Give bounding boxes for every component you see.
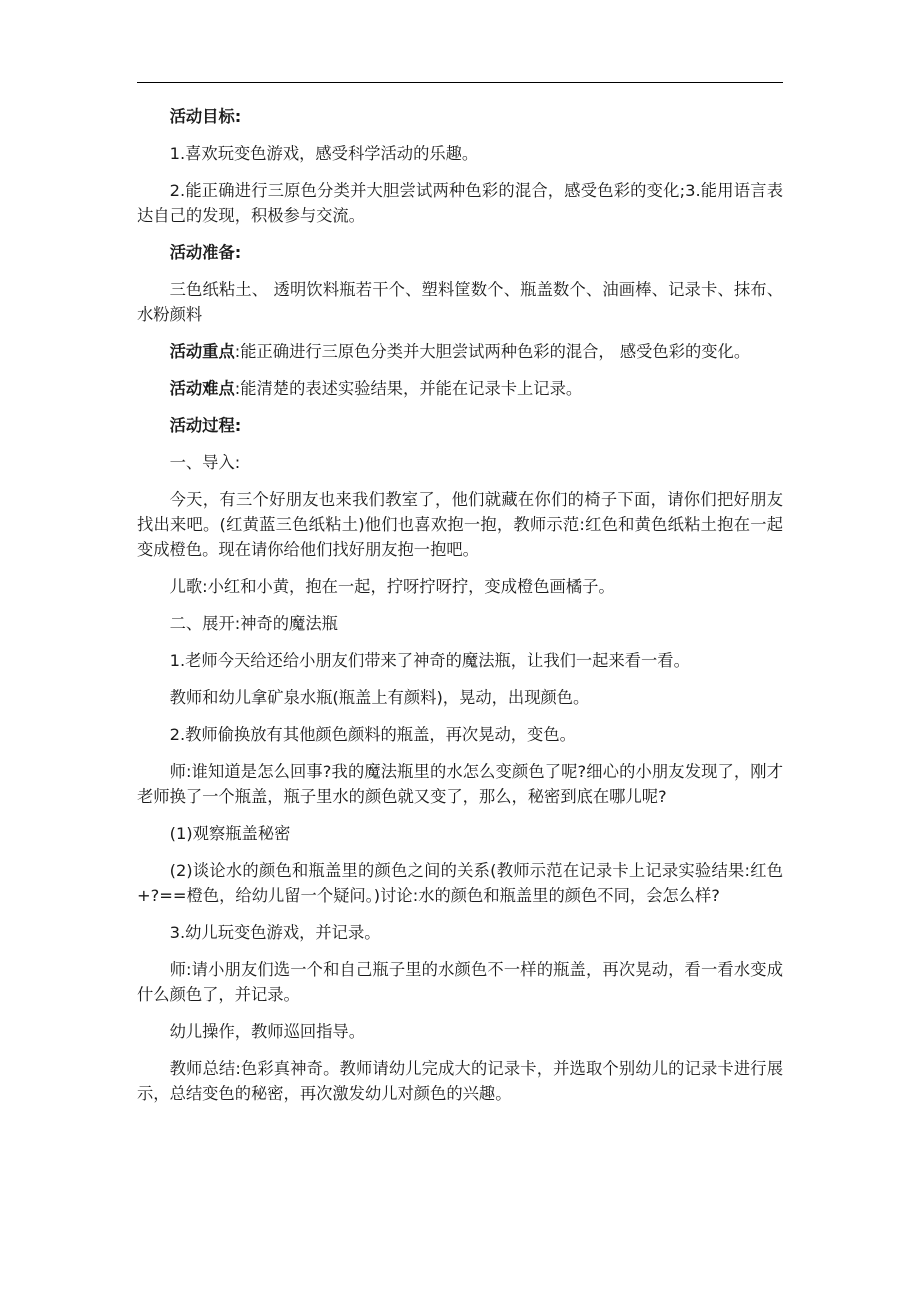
discuss-step: (2)谈论水的颜色和瓶盖里的颜色之间的关系(教师示范在记录卡上记录实验结果:红色+?==橙色，给幼儿留一个疑问。)讨论:水的颜色和瓶盖里的颜色不同，会怎么样? xyxy=(137,861,783,905)
step-1: 1.老师今天给还给小朋友们带来了神奇的魔法瓶，让我们一起来看一看。 xyxy=(169,651,690,670)
step-3: 3.幼儿玩变色游戏，并记录。 xyxy=(169,923,381,942)
step-2: 2.教师偷换放有其他颜色颜料的瓶盖，再次晃动，变色。 xyxy=(169,725,576,744)
intro-text: 今天，有三个好朋友也来我们教室了，他们就藏在你们的椅子下面，请你们把好朋友找出来吧。(红黄蓝三色纸粘土)他们也喜欢抱一抱，教师示范:红色和黄色纸粘土抱在一起变成橙色。现在请你给他们找好朋友抱一抱吧。 xyxy=(137,490,783,559)
observe-step: (1)观察瓶盖秘密 xyxy=(169,824,291,843)
section-2-title: 二、展开:神奇的魔法瓶 xyxy=(169,614,338,633)
teacher-instruction: 师:请小朋友们选一个和自己瓶子里的水颜色不一样的瓶盖，再次晃动，看一看水变成什么颜色了，并记录。 xyxy=(137,960,783,1004)
teacher-summary: 教师总结:色彩真神奇。教师请幼儿完成大的记录卡，并选取个别幼儿的记录卡进行展示，总结变色的秘密，再次激发幼儿对颜色的兴趣。 xyxy=(137,1059,783,1103)
heading-prep: 活动准备: xyxy=(169,243,242,262)
teacher-question: 师:谁知道是怎么回事?我的魔法瓶里的水怎么变颜色了呢?细心的小朋友发现了，刚才老师换了一个瓶盖，瓶子里水的颜色就又变了，那么，秘密到底在哪儿呢? xyxy=(137,762,783,806)
diff-label: 活动难点 xyxy=(169,379,235,398)
heading-process: 活动过程: xyxy=(169,416,242,435)
key-label: 活动重点 xyxy=(169,342,235,361)
difficult-point xyxy=(137,376,783,401)
document-body xyxy=(137,104,783,1118)
section-1-title: 一、导入: xyxy=(169,453,241,472)
goal-1: 1.喜欢玩变色游戏，感受科学活动的乐趣。 xyxy=(169,144,479,163)
header-rule xyxy=(137,82,783,83)
key-point xyxy=(137,339,783,364)
child-operation: 幼儿操作，教师巡回指导。 xyxy=(169,1022,365,1041)
heading-goals: 活动目标: xyxy=(169,107,242,126)
prep-text: 三色纸粘土、 透明饮料瓶若干个、塑料筐数个、瓶盖数个、油画棒、记录卡、抹布、水粉颜料 xyxy=(137,280,783,324)
goal-2: 2.能正确进行三原色分类并大胆尝试两种色彩的混合，感受色彩的变化;3.能用语言表达自己的发现，积极参与交流。 xyxy=(137,181,783,225)
diff-text: :能清楚的表述实验结果，并能在记录卡上记录。 xyxy=(234,379,583,398)
song-text: 儿歌:小红和小黄，抱在一起，拧呀拧呀拧，变成橙色画橘子。 xyxy=(169,577,615,596)
step-1-detail: 教师和幼儿拿矿泉水瓶(瓶盖上有颜料)，晃动，出现颜色。 xyxy=(169,688,590,707)
key-text: :能正确进行三原色分类并大胆尝试两种色彩的混合， 感受色彩的变化。 xyxy=(234,342,751,361)
